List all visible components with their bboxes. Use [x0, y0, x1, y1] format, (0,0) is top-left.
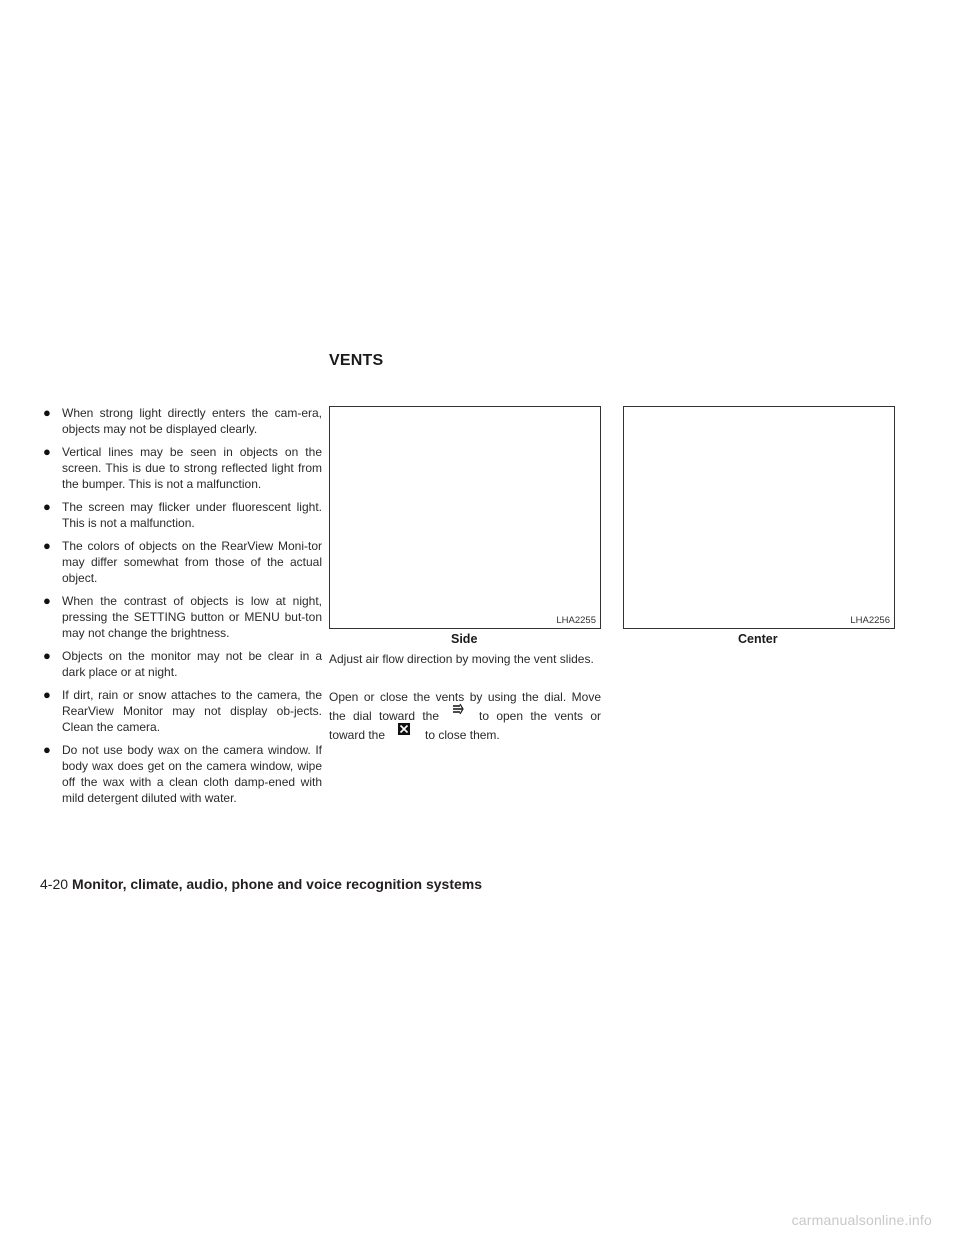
bullet-icon: ● — [43, 648, 51, 663]
list-item — [40, 499, 322, 531]
bullet-text: Do not use body wax on the camera window. If body wax does get on the camera window, wipe off the wax with a clean cloth damp-ened with mild detergent diluted with water. — [62, 743, 322, 805]
figure-code: LHA2256 — [850, 615, 890, 626]
bullet-icon: ● — [43, 499, 51, 514]
bullet-icon: ● — [43, 593, 51, 608]
page-footer — [40, 876, 482, 892]
list-item — [40, 687, 322, 735]
list-item — [40, 538, 322, 586]
list-item — [40, 444, 322, 492]
dial-text-c: to close them. — [425, 728, 500, 742]
list-item — [40, 742, 322, 806]
figure-center-vent — [623, 406, 895, 629]
bullet-text: When strong light directly enters the cam-era, objects may not be displayed clearly. — [62, 406, 322, 436]
bullet-icon: ● — [43, 444, 51, 459]
vent-open-icon — [439, 707, 479, 721]
bullet-text: The colors of objects on the RearView Moni-tor may differ somewhat from those of the actual object. — [62, 539, 322, 585]
bullet-text: Objects on the monitor may not be clear in a dark place or at night. — [62, 649, 322, 679]
bullet-text: When the contrast of objects is low at night, pressing the SETTING button or MENU but-ton may not change the brightness. — [62, 594, 322, 640]
vent-close-icon — [385, 726, 425, 740]
bullet-list — [40, 405, 322, 813]
bullet-text: The screen may flicker under fluorescent light. This is not a malfunction. — [62, 500, 322, 530]
bullet-text: Vertical lines may be seen in objects on the screen. This is due to strong reflected light from the bumper. This is not a malfunction. — [62, 445, 322, 491]
dial-text-a: Open or close the vents by using the dial. Move the dial toward the — [329, 690, 601, 723]
list-item — [40, 405, 322, 437]
page-number: 4-20 — [40, 876, 69, 892]
section-title: VENTS — [329, 352, 384, 369]
paragraph-airflow: Adjust air flow direction by moving the vent slides. — [329, 652, 594, 666]
figure-caption-side: Side — [451, 632, 478, 646]
bullet-text: If dirt, rain or snow attaches to the camera, the RearView Monitor may not display ob-jects. Clean the camera. — [62, 688, 322, 734]
figure-code: LHA2255 — [556, 615, 596, 626]
watermark: carmanualsonline.info — [791, 1212, 932, 1228]
bullet-icon: ● — [43, 687, 51, 702]
figure-side-vent — [329, 406, 601, 629]
figure-caption-center: Center — [738, 632, 778, 646]
bullet-icon: ● — [43, 742, 51, 757]
chapter-title: Monitor, climate, audio, phone and voice recognition systems — [72, 876, 482, 892]
list-item — [40, 648, 322, 680]
list-item — [40, 593, 322, 641]
paragraph-dial — [329, 688, 601, 745]
bullet-icon: ● — [43, 405, 51, 420]
bullet-icon: ● — [43, 538, 51, 553]
dial-text-b: to open the vents or toward the — [329, 709, 602, 742]
